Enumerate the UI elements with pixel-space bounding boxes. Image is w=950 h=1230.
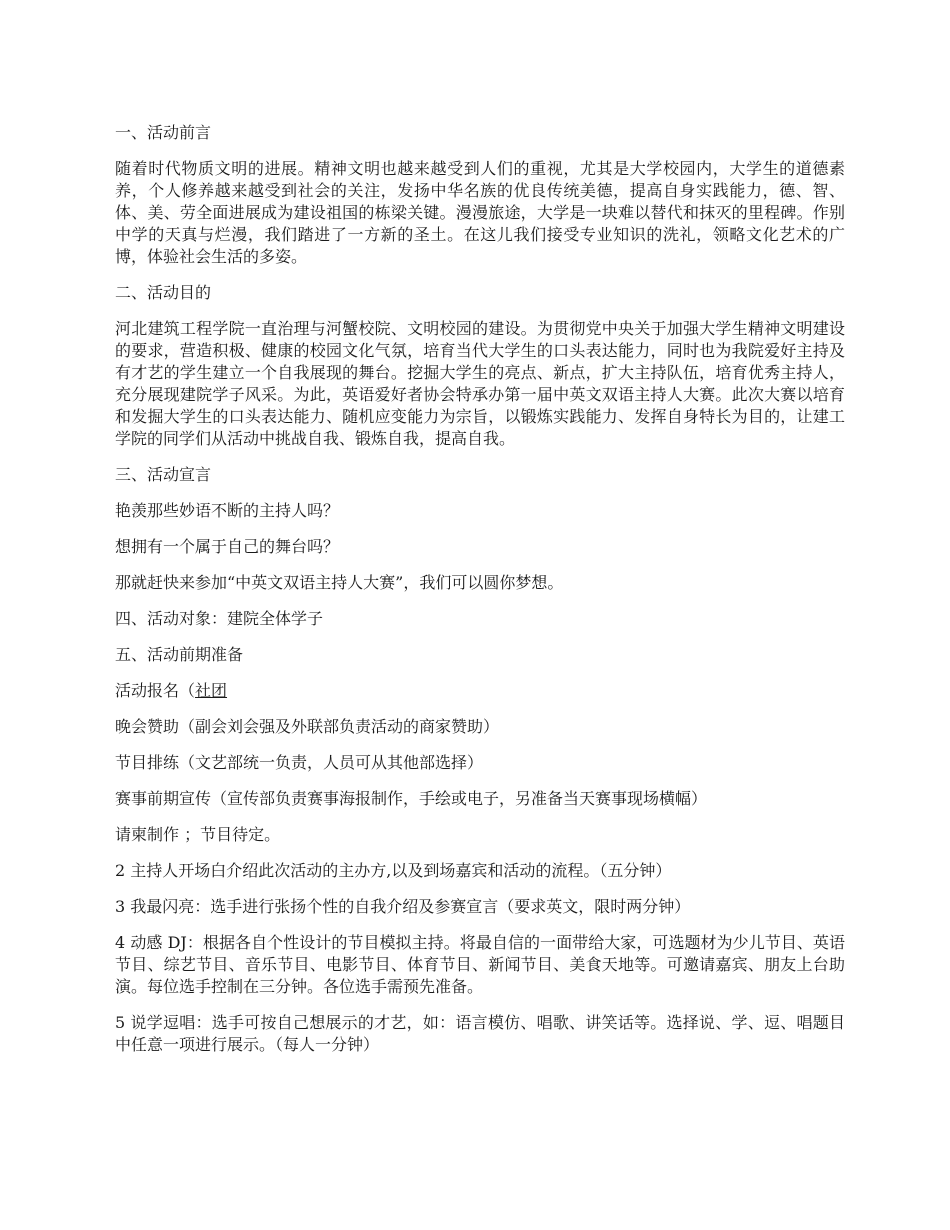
prep-signup-line bbox=[115, 680, 845, 702]
prep-invite-line: 请柬制作 ；节目待定。 bbox=[115, 825, 281, 844]
declaration-line-1: 艳羡那些妙语不断的主持人吗？ bbox=[115, 501, 340, 520]
prep-sponsor-line: 晚会赞助（副会刘会强及外联部负责活动的商家赞助） bbox=[115, 717, 500, 736]
section-heading-purpose: 二、活动目的 bbox=[115, 283, 212, 302]
agenda-item-3: 3 我最闪亮：选手进行张扬个性的自我介绍及参赛宣言（要求英文，限时两分钟） bbox=[115, 897, 691, 916]
section-heading-preparation: 五、活动前期准备 bbox=[115, 645, 244, 664]
section-heading-preface: 一、活动前言 bbox=[115, 123, 212, 142]
prep-signup-prefix: 活动报名（ bbox=[115, 681, 196, 700]
section-heading-declaration: 三、活动宣言 bbox=[115, 465, 212, 484]
prep-promo-line: 赛事前期宣传（宣传部负责赛事海报制作，手绘或电子，另准备当天赛事现场横幅） bbox=[115, 789, 708, 808]
prep-rehearsal-line: 节目排练（文艺部统一负责，人员可从其他部选择） bbox=[115, 753, 484, 772]
declaration-line-2: 想拥有一个属于自己的舞台吗？ bbox=[115, 537, 340, 556]
section-heading-audience: 四、活动对象：建院全体学子 bbox=[115, 609, 324, 628]
agenda-item-5: 5 说学逗唱：选手可按自己想展示的才艺，如：语言模仿、唱歌、讲笑话等。选择说、学、逗、唱题目中任意一项进行展示。（每人一分钟） bbox=[115, 1013, 845, 1054]
declaration-line-3: 那就赶快来参加“中英文双语主持人大赛”，我们可以圆你梦想。 bbox=[115, 573, 564, 592]
agenda-item-2: 2 主持人开场白介绍此次活动的主办方,以及到场嘉宾和活动的流程。（五分钟） bbox=[115, 861, 672, 880]
club-link[interactable]: 社团 bbox=[195, 681, 228, 700]
purpose-paragraph: 河北建筑工程学院一直治理与河蟹校院、文明校园的建设。为贯彻党中央关于加强大学生精神文明建设的要求，营造积极、健康的校园文化气氛，培育当代大学生的口头表达能力，同时也为我院爱好主持及有才艺的学生建立一个自我展现的舞台。挖掘大学生的亮点、新点，扩大主持队伍，培育优秀主持人，充分展现建院学子风采。为此，英语爱好者协会特承办第一届中英文双语主持人大赛。此次大赛以培育和发掘大学生的口头表达能力、随机应变能力为宗旨，以锻炼实践能力、发挥自身特长为目的，让建工学院的同学们从活动中挑战自我、锻炼自我，提高自我。 bbox=[115, 319, 845, 448]
agenda-item-4: 4 动感 DJ：根据各自个性设计的节目模拟主持。将最自信的一面带给大家，可选题材为少儿节目、英语节目、综艺节目、音乐节目、电影节目、体育节目、新闻节目、美食天地等。可邀请嘉宾、朋友上台助演。每位选手控制在三分钟。各位选手需预先准备。 bbox=[115, 933, 845, 996]
preface-paragraph: 随着时代物质文明的进展。精神文明也越来越受到人们的重视，尤其是大学校园内，大学生的道德素养，个人修养越来越受到社会的关注，发扬中华名族的优良传统美德，提高自身实践能力，德、智、体、美、劳全面进展成为建设祖国的栋梁关键。漫漫旅途，大学是一块难以替代和抹灭的里程碑。作别中学的天真与烂漫，我们踏进了一方新的圣土。在这儿我们接受专业知识的洗礼，领略文化艺术的广博，体验社会生活的多姿。 bbox=[115, 159, 845, 266]
document-page bbox=[115, 122, 845, 1070]
